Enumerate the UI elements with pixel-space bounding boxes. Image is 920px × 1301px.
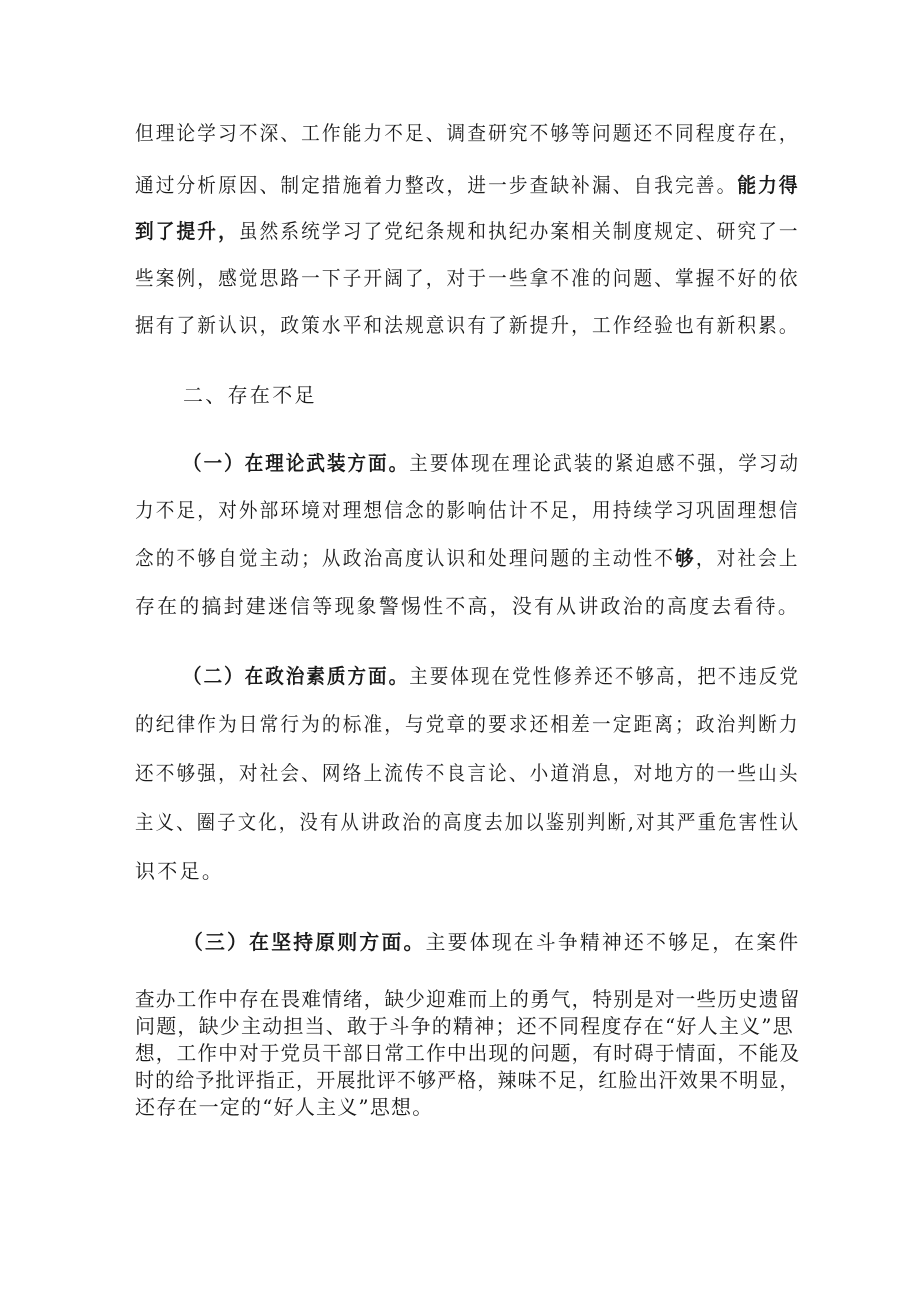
paragraph-1-line-3 xyxy=(135,219,800,243)
paragraph-1-line-5: 据有了新认识，政策水平和法规意识有了新提升，工作经验也有新积累。 xyxy=(135,313,800,337)
item-3-line-3: 问题，缺少主动担当、敢于斗争的精神；还不同程度存在“好人主义”思 xyxy=(135,1014,794,1038)
item-1-line-1 xyxy=(183,451,800,475)
item-1-line-4: 存在的搞封建迷信等现象警惕性不高，没有从讲政治的高度去看待。 xyxy=(135,594,800,618)
item-1-line-2: 力不足，对外部环境对理想信念的影响估计不足，用持续学习巩固理想信 xyxy=(135,498,800,522)
item-2-line-4: 主义、圈子文化，没有从讲政治的高度去加以鉴别判断,对其严重危害性认 xyxy=(135,810,801,834)
item-3-heading: （三）在坚持原则方面。 xyxy=(183,930,426,954)
item-3-line-1 xyxy=(183,930,800,954)
text-run: 主要体现在理论武装的紧迫感不强，学习动 xyxy=(409,451,801,475)
text-run: 通过分析原因、制定措施着力整改，进一步查缺补漏、自我完善。 xyxy=(135,173,738,197)
text-run: ，对社会上 xyxy=(695,546,800,570)
paragraph-1-line-2 xyxy=(135,173,800,197)
section-heading: 二、存在不足 xyxy=(183,383,317,407)
item-3-line-5: 时的给予批评指正，开展批评不够严格，辣味不足，红脸出汗效果不明显， xyxy=(135,1068,800,1092)
paragraph-1-line-1: 但理论学习不深、工作能力不足、调查研究不够等问题还不同程度存在， xyxy=(135,121,800,145)
item-2-line-1 xyxy=(183,664,800,688)
item-3-line-2: 查办工作中存在畏难情绪，缺少迎难而上的勇气，特别是对一些历史遗留 xyxy=(135,987,801,1011)
text-run: 主要体现在斗争精神还不够足，在案件 xyxy=(425,930,801,954)
bold-run: 够 xyxy=(675,546,696,570)
item-2-heading: （二）在政治素质方面。 xyxy=(183,664,410,688)
item-3-line-6: 还存在一定的“好人主义”思想。 xyxy=(135,1095,434,1119)
paragraph-1-line-4: 些案例，感觉思路一下子开阔了，对于一些拿不准的问题、掌握不好的依 xyxy=(135,266,800,290)
item-1-line-3 xyxy=(135,546,800,570)
bold-run: 到了提升， xyxy=(135,219,239,243)
text-run: 念的不够自觉主动；从政治高度认识和处理问题的主动性不 xyxy=(135,546,676,570)
item-2-line-2: 的纪律作为日常行为的标准，与党章的要求还相差一定距离；政治判断力 xyxy=(135,712,800,736)
item-1-heading: （一）在理论武装方面。 xyxy=(183,451,410,475)
item-2-line-3: 还不够强，对社会、网络上流传不良言论、小道消息，对地方的一些山头 xyxy=(135,761,800,785)
item-2-line-5: 识不足。 xyxy=(135,859,225,883)
text-run: 主要体现在党性修养还不够高，把不违反党 xyxy=(409,664,801,688)
item-3-line-4: 想，工作中对于党员干部日常工作中出现的问题，有时碍于情面，不能及 xyxy=(135,1041,801,1065)
bold-run: 能力得 xyxy=(737,173,800,197)
text-run: 虽然系统学习了党纪条规和执纪办案相关制度规定、研究了一 xyxy=(238,219,800,243)
